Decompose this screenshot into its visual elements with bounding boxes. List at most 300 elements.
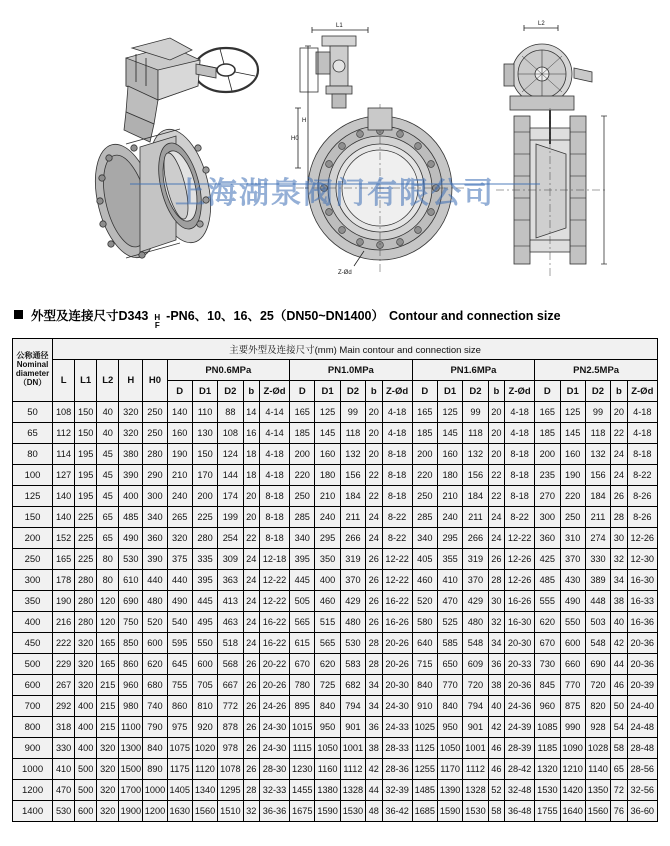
cell-g1-D1: 1380 [315, 780, 340, 801]
cell-g3-D1: 145 [560, 423, 585, 444]
header-col-L2: L2 [97, 360, 119, 402]
cell-g0-D: 490 [167, 591, 192, 612]
cell-g1-Zd: 28-33 [382, 738, 412, 759]
header-col-Zd-g2: Z-Ød [505, 381, 535, 402]
cell-L: 140 [53, 486, 75, 507]
cell-g1-D: 505 [290, 591, 315, 612]
cell-g0-D2: 518 [218, 633, 243, 654]
cell-L1: 225 [75, 528, 97, 549]
cell-g3-b: 42 [611, 633, 627, 654]
cell-dn: 600 [13, 675, 53, 696]
table-row [13, 675, 658, 696]
cell-g2-D1: 1390 [437, 780, 462, 801]
cell-g0-Zd: 24-30 [259, 717, 289, 738]
header-group-pn25: PN2.5MPa [535, 360, 658, 381]
cell-g3-D2: 211 [585, 507, 610, 528]
cell-g2-D2: 794 [463, 696, 488, 717]
cell-H: 320 [119, 402, 143, 423]
caption-english: Contour and connection size [388, 309, 561, 323]
cell-g1-Zd: 24-33 [382, 717, 412, 738]
cell-g0-D1: 200 [192, 486, 217, 507]
cell-dn: 700 [13, 696, 53, 717]
table-row [13, 465, 658, 486]
cell-H0: 250 [143, 402, 167, 423]
cell-g1-D2: 901 [340, 717, 365, 738]
cell-g3-D2: 503 [585, 612, 610, 633]
cell-H: 400 [119, 486, 143, 507]
cell-L: 112 [53, 423, 75, 444]
cell-g2-Zd: 36-48 [505, 801, 535, 822]
header-col-D-g3: D [535, 381, 560, 402]
cell-H0: 620 [143, 654, 167, 675]
cell-g0-D1: 445 [192, 591, 217, 612]
cell-g2-b: 52 [488, 780, 504, 801]
cell-g1-D2: 794 [340, 696, 365, 717]
cell-g1-Zd: 8-22 [382, 528, 412, 549]
cell-g2-Zd: 4-18 [505, 402, 535, 423]
cell-g2-b: 28 [488, 570, 504, 591]
cell-g0-Zd: 12-18 [259, 549, 289, 570]
cell-g0-b: 26 [243, 738, 259, 759]
cell-g1-D2: 184 [340, 486, 365, 507]
cell-g3-D: 1755 [535, 801, 560, 822]
cell-g3-D1: 1210 [560, 759, 585, 780]
cell-g0-D: 1175 [167, 759, 192, 780]
caption-suffix: -PN6、10、16、25（DN50~DN1400） [166, 309, 384, 323]
cell-L: 216 [53, 612, 75, 633]
cell-g2-D2: 319 [463, 549, 488, 570]
cell-H0: 290 [143, 465, 167, 486]
cell-L: 267 [53, 675, 75, 696]
cell-g0-Zd: 20-26 [259, 675, 289, 696]
cell-g2-D1: 125 [437, 402, 462, 423]
cell-g2-Zd: 12-26 [505, 549, 535, 570]
cell-g2-D: 1255 [412, 759, 437, 780]
cell-dn: 125 [13, 486, 53, 507]
cell-g3-D1: 1640 [560, 801, 585, 822]
cell-dn: 1000 [13, 759, 53, 780]
cell-L2: 45 [97, 465, 119, 486]
cell-g1-D: 185 [290, 423, 315, 444]
cell-g0-D1: 150 [192, 444, 217, 465]
cell-g0-Zd: 12-22 [259, 570, 289, 591]
cell-g1-D1: 160 [315, 444, 340, 465]
cell-g0-Zd: 16-22 [259, 633, 289, 654]
cell-g0-D1: 1120 [192, 759, 217, 780]
cell-g1-b: 44 [366, 780, 382, 801]
cell-g2-Zd: 8-22 [505, 507, 535, 528]
cell-H0: 520 [143, 612, 167, 633]
cell-g2-D2: 901 [463, 717, 488, 738]
cell-g1-D2: 1001 [340, 738, 365, 759]
table-header-row-groups [13, 360, 658, 381]
cell-g2-Zd: 8-18 [505, 465, 535, 486]
cell-L: 229 [53, 654, 75, 675]
cell-g3-Zd: 8-22 [627, 465, 657, 486]
cell-g1-D2: 370 [340, 570, 365, 591]
cell-g0-Zd: 12-22 [259, 591, 289, 612]
cell-g0-b: 24 [243, 633, 259, 654]
cell-g3-Zd: 12-30 [627, 549, 657, 570]
cell-g2-D: 520 [412, 591, 437, 612]
svg-text:H: H [302, 118, 307, 124]
cell-g2-b: 32 [488, 612, 504, 633]
cell-g1-b: 34 [366, 696, 382, 717]
cell-g0-Zd: 36-36 [259, 801, 289, 822]
cell-g3-b: 24 [611, 444, 627, 465]
cell-L2: 45 [97, 444, 119, 465]
caption-fraction-bottom: F [154, 321, 160, 330]
cell-g1-b: 26 [366, 612, 382, 633]
cell-g0-Zd: 4-18 [259, 465, 289, 486]
cell-g2-Zd: 8-18 [505, 486, 535, 507]
cell-g2-D: 460 [412, 570, 437, 591]
cell-g3-D1: 490 [560, 591, 585, 612]
cell-g2-D1: 840 [437, 696, 462, 717]
cell-dn: 200 [13, 528, 53, 549]
cell-g1-D: 165 [290, 402, 315, 423]
cell-g2-D: 580 [412, 612, 437, 633]
cell-g0-D: 160 [167, 423, 192, 444]
header-group-pn10: PN1.0MPa [290, 360, 413, 381]
cell-g1-D2: 99 [340, 402, 365, 423]
dn-en2: diameter [15, 369, 50, 378]
cell-L2: 80 [97, 570, 119, 591]
cell-g2-D1: 240 [437, 507, 462, 528]
cell-L2: 40 [97, 402, 119, 423]
cell-g3-b: 34 [611, 570, 627, 591]
cell-g1-b: 34 [366, 675, 382, 696]
cell-g1-b: 26 [366, 549, 382, 570]
cell-g1-Zd: 4-18 [382, 402, 412, 423]
cell-g3-D: 1185 [535, 738, 560, 759]
header-col-D1-g1: D1 [315, 381, 340, 402]
cell-g3-D: 960 [535, 696, 560, 717]
cell-g3-Zd: 8-26 [627, 486, 657, 507]
cell-g3-D2: 118 [585, 423, 610, 444]
header-col-b-g3: b [611, 381, 627, 402]
cell-g1-D2: 132 [340, 444, 365, 465]
cell-g2-D2: 1112 [463, 759, 488, 780]
cell-g0-Zd: 32-33 [259, 780, 289, 801]
cell-g3-D2: 548 [585, 633, 610, 654]
cell-g0-D2: 254 [218, 528, 243, 549]
cell-g0-D2: 144 [218, 465, 243, 486]
cell-g3-D1: 370 [560, 549, 585, 570]
cell-g1-Zd: 8-18 [382, 465, 412, 486]
cell-g2-b: 20 [488, 402, 504, 423]
cell-g1-b: 20 [366, 402, 382, 423]
cell-g1-D2: 1530 [340, 801, 365, 822]
caption-prefix: 外型及连接尺寸D343 [31, 309, 149, 323]
cell-g1-D1: 565 [315, 633, 340, 654]
cell-g3-b: 30 [611, 528, 627, 549]
header-col-Zd-g0: Z-Ød [259, 381, 289, 402]
cell-g0-b: 24 [243, 591, 259, 612]
valve-perspective-drawing [30, 8, 290, 298]
cell-g0-D: 860 [167, 696, 192, 717]
table-row [13, 759, 658, 780]
cell-g1-b: 20 [366, 423, 382, 444]
cell-H0: 250 [143, 423, 167, 444]
bullet-square-icon [14, 310, 23, 319]
cell-g1-D1: 125 [315, 402, 340, 423]
cell-L2: 320 [97, 738, 119, 759]
dn-cn: 公称通径 [16, 351, 49, 361]
cell-L1: 150 [75, 423, 97, 444]
cell-g3-b: 65 [611, 759, 627, 780]
cell-g2-D1: 770 [437, 675, 462, 696]
header-col-D-g2: D [412, 381, 437, 402]
cell-g0-D2: 667 [218, 675, 243, 696]
cell-g2-b: 36 [488, 654, 504, 675]
cell-g2-D2: 184 [463, 486, 488, 507]
cell-g3-D2: 274 [585, 528, 610, 549]
cell-g2-D1: 470 [437, 591, 462, 612]
table-row [13, 528, 658, 549]
cell-g1-D1: 240 [315, 507, 340, 528]
cell-g0-Zd: 8-18 [259, 486, 289, 507]
header-col-D2-g2: D2 [463, 381, 488, 402]
cell-g0-D2: 1078 [218, 759, 243, 780]
cell-g1-D: 220 [290, 465, 315, 486]
cell-L1: 195 [75, 444, 97, 465]
cell-g1-D1: 295 [315, 528, 340, 549]
cell-g2-D2: 480 [463, 612, 488, 633]
cell-dn: 150 [13, 507, 53, 528]
cell-H0: 1000 [143, 780, 167, 801]
cell-g1-D1: 620 [315, 654, 340, 675]
cell-g1-Zd: 12-22 [382, 570, 412, 591]
cell-g2-Zd: 32-48 [505, 780, 535, 801]
cell-g2-b: 34 [488, 633, 504, 654]
table-row [13, 696, 658, 717]
cell-g3-D2: 132 [585, 444, 610, 465]
cell-g1-D1: 180 [315, 465, 340, 486]
cell-H: 850 [119, 633, 143, 654]
cell-g2-D2: 720 [463, 675, 488, 696]
cell-g1-Zd: 8-22 [382, 507, 412, 528]
cell-dn: 900 [13, 738, 53, 759]
cell-g3-D: 730 [535, 654, 560, 675]
cell-g1-b: 42 [366, 759, 382, 780]
cell-g2-D1: 295 [437, 528, 462, 549]
cell-g1-b: 28 [366, 633, 382, 654]
cell-L: 530 [53, 801, 75, 822]
cell-L: 140 [53, 507, 75, 528]
cell-L2: 215 [97, 675, 119, 696]
cell-g0-D2: 1510 [218, 801, 243, 822]
cell-g0-b: 26 [243, 759, 259, 780]
cell-g3-D: 165 [535, 402, 560, 423]
cell-g0-D1: 600 [192, 654, 217, 675]
cell-g3-Zd: 20-39 [627, 675, 657, 696]
cell-g3-b: 46 [611, 675, 627, 696]
cell-g2-D2: 132 [463, 444, 488, 465]
cell-dn: 50 [13, 402, 53, 423]
cell-H0: 340 [143, 507, 167, 528]
cell-dn: 800 [13, 717, 53, 738]
cell-H0: 790 [143, 717, 167, 738]
cell-g2-D: 715 [412, 654, 437, 675]
cell-g3-D1: 190 [560, 465, 585, 486]
cell-H: 390 [119, 465, 143, 486]
cell-g0-b: 26 [243, 654, 259, 675]
cell-g2-D2: 1001 [463, 738, 488, 759]
cell-g0-b: 24 [243, 612, 259, 633]
header-col-D1-g0: D1 [192, 381, 217, 402]
cell-g3-b: 38 [611, 591, 627, 612]
cell-g0-D2: 772 [218, 696, 243, 717]
cell-g0-b: 26 [243, 675, 259, 696]
header-col-D2-g0: D2 [218, 381, 243, 402]
cell-H: 380 [119, 444, 143, 465]
cell-g1-b: 22 [366, 465, 382, 486]
dn-symbol: （DN） [18, 377, 47, 387]
cell-g3-D2: 1140 [585, 759, 610, 780]
cell-g0-Zd: 20-22 [259, 654, 289, 675]
cell-g0-D1: 495 [192, 612, 217, 633]
cell-g3-Zd: 20-36 [627, 654, 657, 675]
cell-g3-b: 32 [611, 549, 627, 570]
table-row [13, 633, 658, 654]
cell-g1-D: 1115 [290, 738, 315, 759]
cell-g3-Zd: 16-36 [627, 612, 657, 633]
cell-g0-D1: 225 [192, 507, 217, 528]
cell-g1-D2: 583 [340, 654, 365, 675]
cell-g0-D2: 413 [218, 591, 243, 612]
valve-section-view-drawing [480, 8, 640, 298]
cell-H: 860 [119, 654, 143, 675]
cell-g2-b: 24 [488, 528, 504, 549]
cell-L: 318 [53, 717, 75, 738]
cell-g2-b: 46 [488, 738, 504, 759]
cell-g1-D2: 156 [340, 465, 365, 486]
cell-L: 114 [53, 444, 75, 465]
cell-L2: 40 [97, 423, 119, 444]
cell-g1-b: 24 [366, 528, 382, 549]
valve-front-view-drawing [290, 8, 470, 298]
cell-g2-D2: 429 [463, 591, 488, 612]
cell-g2-Zd: 4-18 [505, 423, 535, 444]
cell-g2-b: 46 [488, 759, 504, 780]
cell-g3-D: 620 [535, 612, 560, 633]
table-row [13, 549, 658, 570]
cell-g3-D: 300 [535, 507, 560, 528]
cell-g0-b: 26 [243, 717, 259, 738]
cell-g1-b: 26 [366, 591, 382, 612]
technical-drawings-area [0, 0, 670, 300]
cell-g0-Zd: 24-30 [259, 738, 289, 759]
cell-g0-D1: 810 [192, 696, 217, 717]
cell-g2-Zd: 16-26 [505, 591, 535, 612]
cell-g2-D1: 1170 [437, 759, 462, 780]
cell-g1-Zd: 4-18 [382, 423, 412, 444]
cell-g1-D2: 530 [340, 633, 365, 654]
cell-g0-b: 20 [243, 507, 259, 528]
header-col-b-g2: b [488, 381, 504, 402]
cell-g0-b: 24 [243, 549, 259, 570]
cell-g0-D: 755 [167, 675, 192, 696]
cell-g2-D1: 145 [437, 423, 462, 444]
cell-g0-D1: 1020 [192, 738, 217, 759]
cell-g3-b: 20 [611, 402, 627, 423]
caption-fraction [154, 314, 160, 330]
cell-dn: 1200 [13, 780, 53, 801]
cell-L1: 320 [75, 654, 97, 675]
cell-g3-D1: 220 [560, 486, 585, 507]
cell-g3-b: 28 [611, 507, 627, 528]
cell-g1-D1: 1590 [315, 801, 340, 822]
cell-g0-b: 16 [243, 423, 259, 444]
cell-g3-b: 76 [611, 801, 627, 822]
cell-g0-D2: 124 [218, 444, 243, 465]
cell-g2-D: 640 [412, 633, 437, 654]
cell-g2-D: 405 [412, 549, 437, 570]
table-row [13, 717, 658, 738]
cell-L1: 400 [75, 696, 97, 717]
cell-H0: 890 [143, 759, 167, 780]
cell-g0-D1: 130 [192, 423, 217, 444]
table-row [13, 486, 658, 507]
cell-g3-b: 22 [611, 423, 627, 444]
cell-L1: 280 [75, 612, 97, 633]
cell-g3-D: 270 [535, 486, 560, 507]
cell-H: 485 [119, 507, 143, 528]
header-col-L1: L1 [75, 360, 97, 402]
cell-L2: 120 [97, 612, 119, 633]
cell-g3-b: 40 [611, 612, 627, 633]
cell-dn: 100 [13, 465, 53, 486]
cell-g0-D: 320 [167, 528, 192, 549]
cell-g3-Zd: 28-48 [627, 738, 657, 759]
cell-g1-Zd: 24-30 [382, 696, 412, 717]
cell-g2-b: 42 [488, 717, 504, 738]
cell-g3-D1: 990 [560, 717, 585, 738]
cell-g2-D: 840 [412, 675, 437, 696]
cell-H0: 440 [143, 570, 167, 591]
cell-dn: 80 [13, 444, 53, 465]
cell-g2-D2: 1530 [463, 801, 488, 822]
cell-g3-Zd: 20-36 [627, 633, 657, 654]
header-nominal-diameter [13, 339, 53, 402]
cell-g1-Zd: 20-30 [382, 675, 412, 696]
table-row [13, 402, 658, 423]
cell-g1-Zd: 8-18 [382, 486, 412, 507]
cell-g3-D2: 720 [585, 675, 610, 696]
svg-text:H0: H0 [291, 136, 299, 142]
cell-g3-Zd: 4-18 [627, 402, 657, 423]
cell-g0-b: 18 [243, 465, 259, 486]
cell-g1-D: 1015 [290, 717, 315, 738]
header-col-Zd-g3: Z-Ød [627, 381, 657, 402]
cell-g2-Zd: 20-36 [505, 675, 535, 696]
cell-L1: 280 [75, 591, 97, 612]
cell-g2-D: 1485 [412, 780, 437, 801]
cell-g3-Zd: 16-33 [627, 591, 657, 612]
cell-g3-D: 670 [535, 633, 560, 654]
cell-g2-b: 38 [488, 675, 504, 696]
cell-g0-D2: 174 [218, 486, 243, 507]
cell-g2-b: 40 [488, 696, 504, 717]
cell-g2-D1: 525 [437, 612, 462, 633]
cell-g2-D1: 160 [437, 444, 462, 465]
cell-g0-D: 645 [167, 654, 192, 675]
cell-H: 1300 [119, 738, 143, 759]
cell-g2-D2: 99 [463, 402, 488, 423]
cell-g1-D: 1230 [290, 759, 315, 780]
cell-g1-D1: 515 [315, 612, 340, 633]
